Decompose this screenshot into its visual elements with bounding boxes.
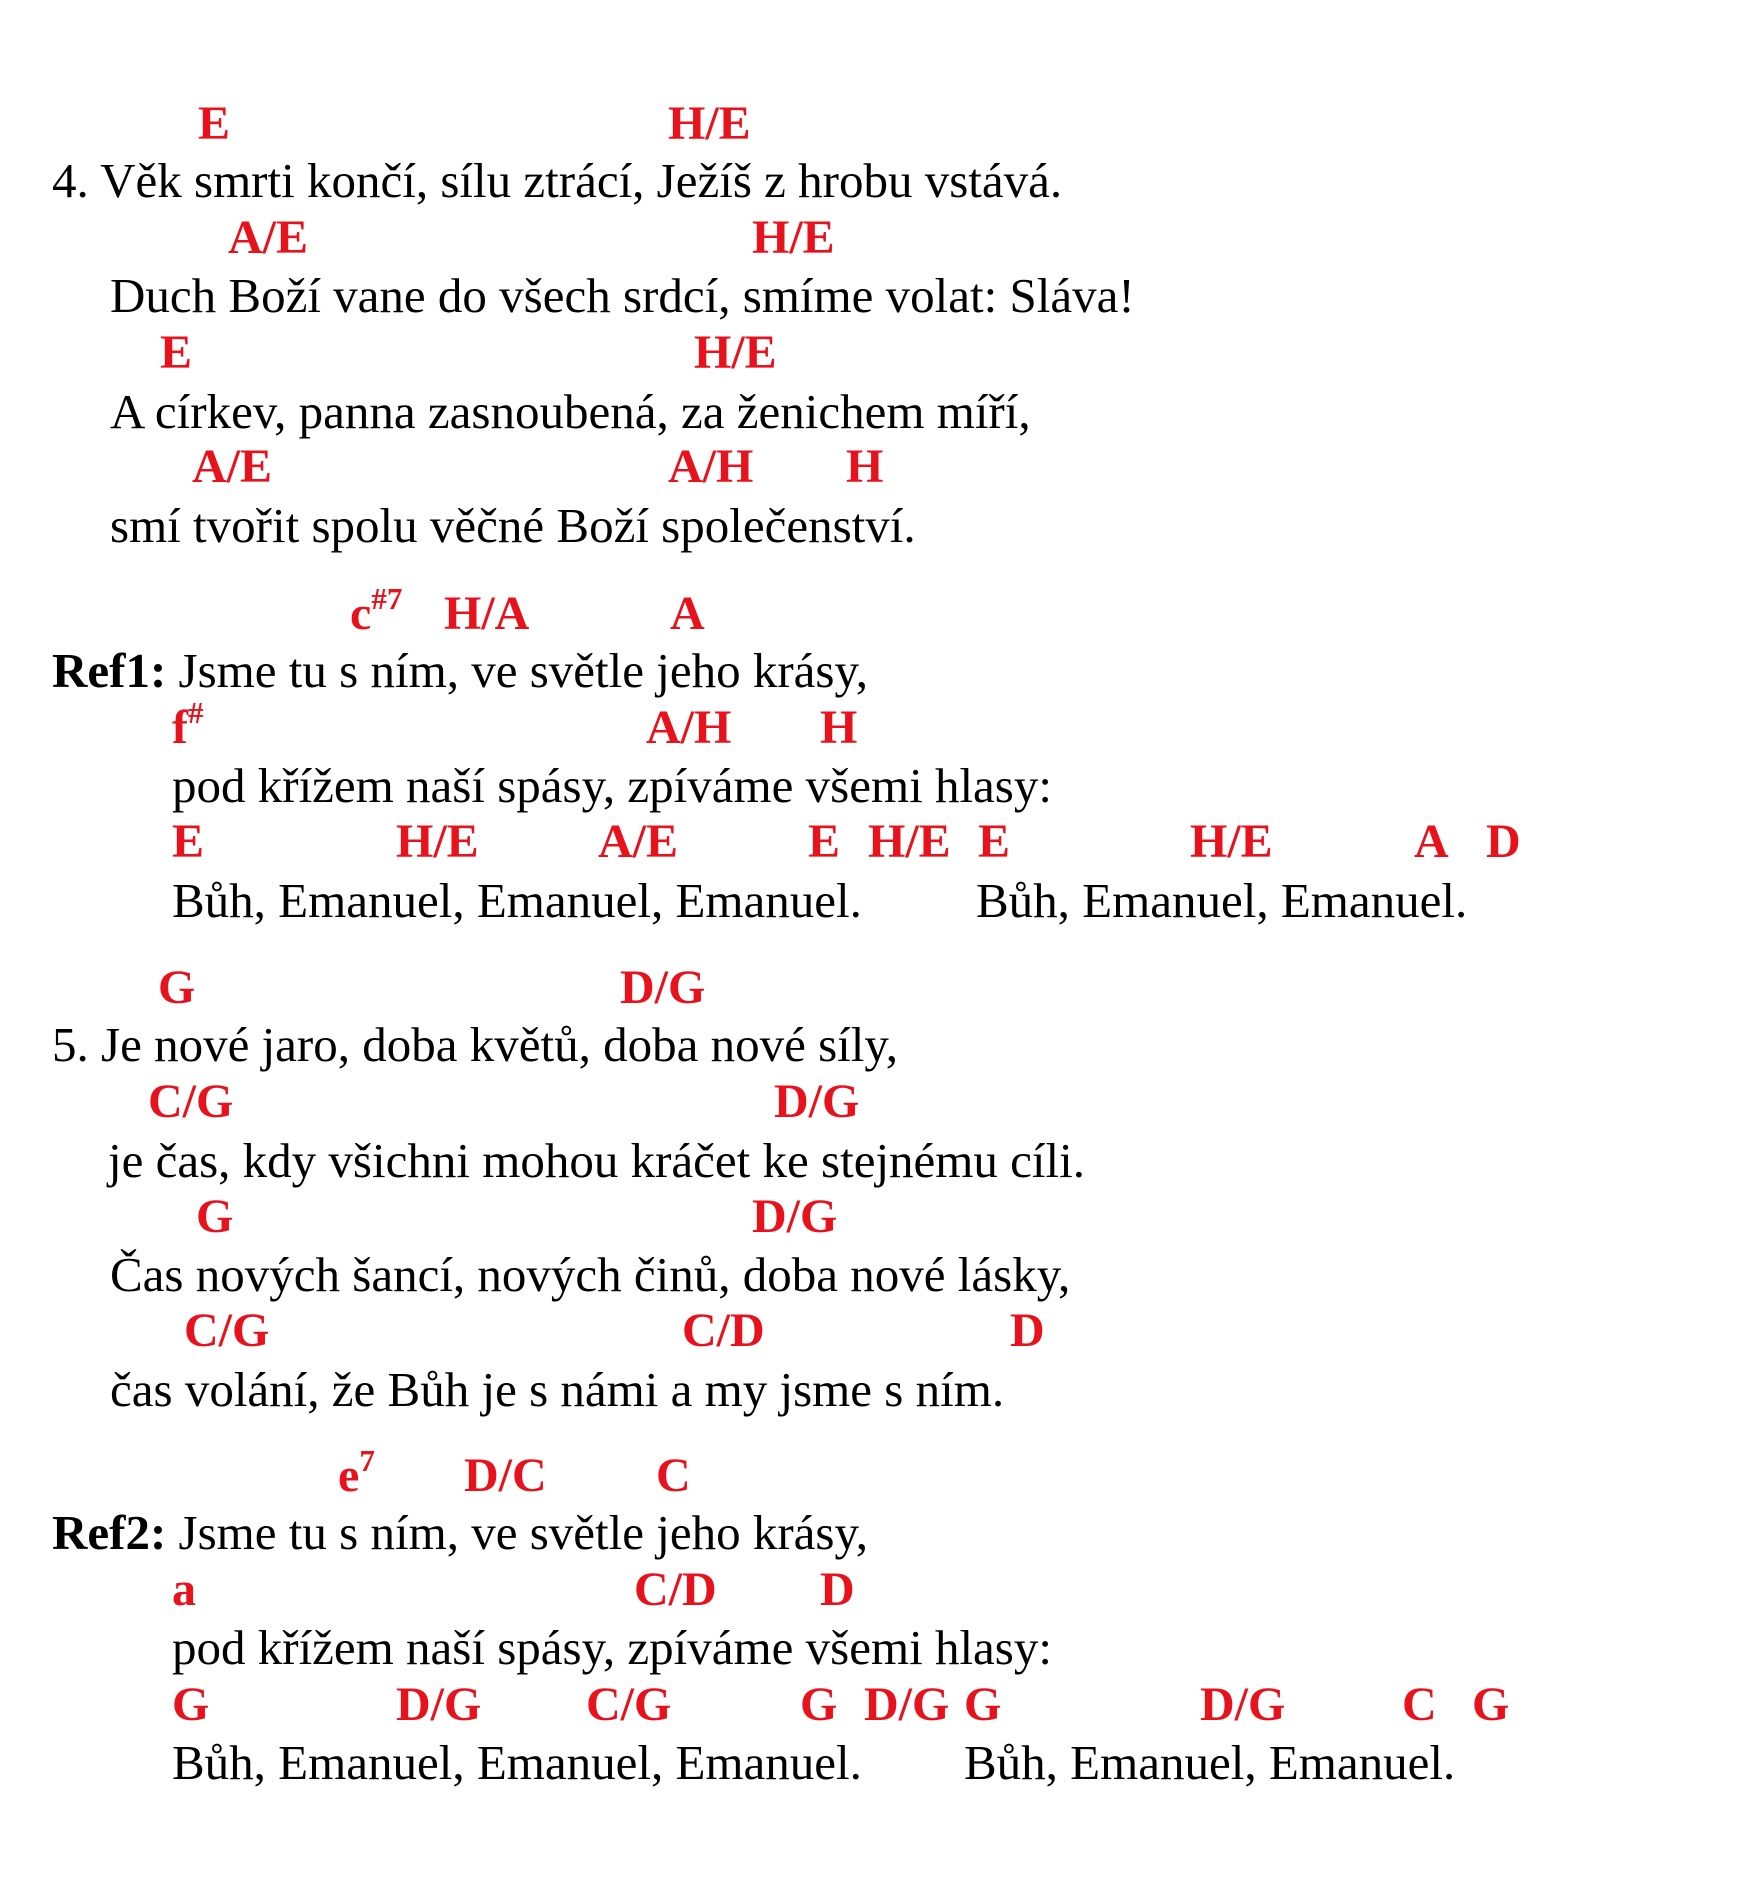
chord: f# [172, 695, 204, 754]
chord: D [1010, 1304, 1045, 1357]
chord: C/G [586, 1678, 672, 1731]
chord: D/G [864, 1678, 950, 1731]
chord: A [670, 587, 705, 640]
lyric-line: smí tvořit spolu věčné Boží společenství. [110, 498, 916, 553]
chord: E [160, 326, 193, 379]
chord: A/E [228, 211, 309, 264]
chord: E [198, 97, 231, 150]
chord: D/G [752, 1190, 838, 1243]
chord: $e^7$ [338, 1443, 375, 1502]
chord: C/D [682, 1304, 765, 1357]
chord: C/G [184, 1304, 270, 1357]
chord: C [656, 1449, 691, 1502]
chord: C/D [634, 1563, 717, 1616]
chord: C/G [148, 1075, 234, 1128]
chord: a [172, 1563, 196, 1616]
chord: D/C [464, 1449, 547, 1502]
chord: H [846, 440, 884, 493]
refrain-label: Ref2: [52, 1505, 167, 1560]
chord: H/E [668, 97, 751, 150]
chord: D/G [396, 1678, 482, 1731]
chord: H/A [444, 587, 530, 640]
chord: D/G [1200, 1678, 1286, 1731]
chord: H/E [396, 815, 479, 868]
chord: D/G [620, 961, 706, 1014]
lyric-line: Bůh, Emanuel, Emanuel, Emanuel. [172, 1735, 862, 1790]
chord: G [964, 1678, 1002, 1731]
chord: A [1414, 815, 1449, 868]
chord: H/E [752, 211, 835, 264]
chord: A/H [668, 440, 754, 493]
chord: E [808, 815, 841, 868]
chord: G [158, 961, 196, 1014]
lyric-line: pod křížem naší spásy, zpíváme všemi hlasy: [172, 1620, 1052, 1675]
chord: G [172, 1678, 210, 1731]
chord: G [1472, 1678, 1510, 1731]
lyric-line: A církev, panna zasnoubená, za ženichem míří, [110, 384, 1031, 439]
chord: H [820, 701, 858, 754]
chord: A/H [646, 701, 732, 754]
lyric-line: je čas, kdy všichni mohou kráčet ke stejnému cíli. [108, 1133, 1086, 1188]
lyric-line: čas volání, že Bůh je s námi a my jsme s ním. [110, 1362, 1005, 1417]
lyric-line: Duch Boží vane do všech srdcí, smíme volat: Sláva! [110, 268, 1135, 323]
chord: $c^{\#7}$ [350, 581, 403, 640]
chord: E [172, 815, 205, 868]
lyric-line: Čas nových šancí, nových činů, doba nové lásky, [110, 1247, 1071, 1302]
lyric-line: Bůh, Emanuel, Emanuel. [976, 873, 1468, 928]
chord: G [800, 1678, 838, 1731]
lyric-line: 4. Věk smrti končí, sílu ztrácí, Ježíš z hrobu vstává. [52, 153, 1063, 208]
lyric-line: 5. Je nové jaro, doba květů, doba nové síly, [52, 1017, 898, 1072]
chord: C [1402, 1678, 1437, 1731]
lyric-line: pod křížem naší spásy, zpíváme všemi hlasy: [172, 758, 1052, 813]
chord: G [196, 1190, 234, 1243]
refrain-label: Ref1: [52, 643, 167, 698]
chord: D/G [774, 1075, 860, 1128]
chord: D [1486, 815, 1521, 868]
lyric-line: Ref2: Jsme tu s ním, ve světle jeho krásy, [52, 1505, 869, 1560]
lyric-line: Bůh, Emanuel, Emanuel. [964, 1735, 1456, 1790]
chord: H/E [1190, 815, 1273, 868]
lyric-line: Ref1: Jsme tu s ním, ve světle jeho krásy, [52, 643, 869, 698]
chord: H/E [694, 326, 777, 379]
lyric-line: Bůh, Emanuel, Emanuel, Emanuel. [172, 873, 862, 928]
chord: A/E [598, 815, 679, 868]
chord: E [978, 815, 1011, 868]
chord: A/E [192, 440, 273, 493]
chord: D [820, 1563, 855, 1616]
chord: H/E [868, 815, 951, 868]
